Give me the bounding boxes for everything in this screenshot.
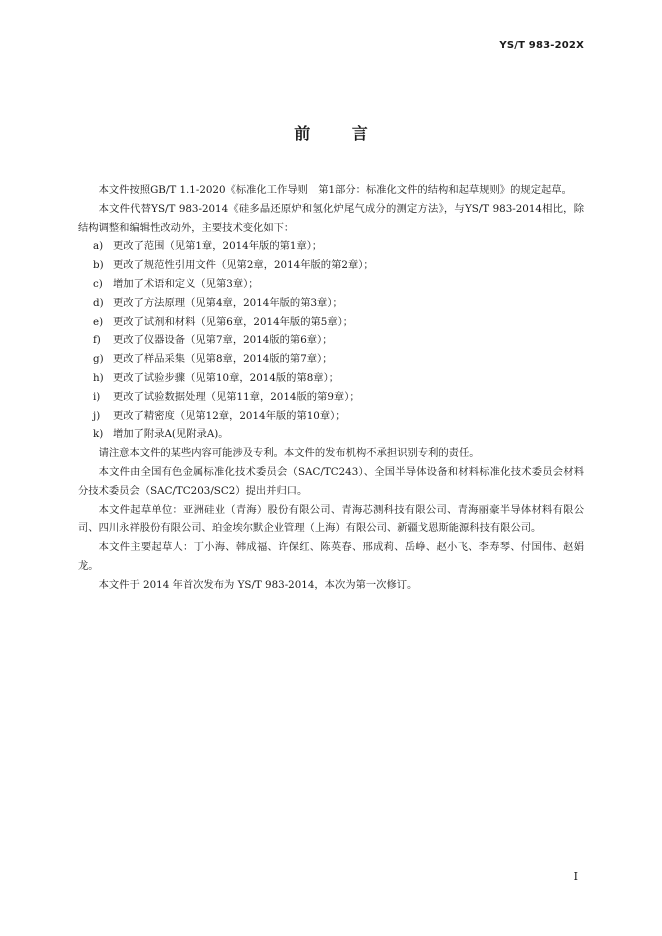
list-item [78, 425, 584, 444]
page-title: 前 言 [294, 124, 386, 143]
list-marker: j) [93, 409, 101, 422]
document-code: YS/T 983-202X [499, 40, 584, 51]
list-item-text: 更改了规范性引用文件（见第2章，2014年版的第2章）； [113, 259, 374, 272]
list-marker: i) [93, 390, 101, 403]
list-item [78, 388, 584, 407]
list-item-text: 更改了精密度（见第12章，2014年版的第10章）； [113, 409, 346, 422]
list-marker: d) [93, 296, 104, 309]
list-item-text: 更改了试验步骤（见第10章，2014版的第8章）； [113, 371, 340, 384]
paragraph-drafters: 本文件主要起草人：丁小海、韩成福、许保红、陈英春、邢成莉、岳峥、赵小飞、李寿琴、付国伟、赵娟龙。 [78, 541, 584, 572]
paragraph-history: 本文件于 2014 年首次发布为 YS/T 983-2014，本次为第一次修订。 [98, 578, 418, 591]
list-item [78, 275, 584, 294]
list-item-text: 增加了附录A(见附录A)。 [113, 428, 229, 441]
list-marker: b) [93, 259, 104, 272]
list-item [78, 369, 584, 388]
paragraph-drafting-basis: 本文件按照GB/T 1.1-2020《标准化工作导则 第1部分：标准化文件的结构和起草规则》的规定起草。 [98, 184, 572, 196]
list-marker: g) [93, 353, 104, 366]
document-body [78, 181, 584, 595]
list-item-text: 更改了样品采集（见第8章，2014版的第7章）； [113, 353, 333, 366]
list-item [78, 294, 584, 313]
paragraph-replacement: 本文件代替YS/T 983-2014《硅多晶还原炉和氢化炉尾气成分的测定方法》，与YS/T 983-2014相比，除结构调整和编辑性改动外，主要技术变化如下： [78, 202, 584, 234]
list-marker: a) [93, 240, 104, 253]
paragraph-patent-notice: 请注意本文件的某些内容可能涉及专利。本文件的发布机构不承担识别专利的责任。 [98, 447, 480, 460]
list-item-text: 更改了试验数据处理（见第11章，2014版的第9章）； [113, 390, 360, 403]
list-item-text: 更改了范围（见第1章，2014年版的第1章）； [113, 240, 323, 253]
list-marker: h) [93, 371, 104, 384]
list-marker: e) [93, 315, 104, 328]
list-marker: c) [93, 277, 103, 290]
page-number: I [573, 870, 578, 883]
list-marker: k) [93, 428, 104, 441]
list-item [78, 237, 584, 256]
changes-list [78, 237, 584, 444]
list-item-text: 更改了试剂和材料（见第6章，2014年版的第5章）； [113, 315, 354, 328]
paragraph-proposer: 本文件由全国有色金属标准化技术委员会（SAC/TC243）、全国半导体设备和材料标准化技术委员会材料分技术委员会（SAC/TC203/SC2）提出并归口。 [78, 465, 584, 497]
list-marker: f) [93, 334, 101, 347]
list-item-text: 增加了术语和定义（见第3章）； [113, 277, 259, 290]
list-item [78, 331, 584, 350]
list-item [78, 407, 584, 426]
list-item-text: 更改了仪器设备（见第7章，2014版的第6章）； [113, 334, 333, 347]
list-item-text: 更改了方法原理（见第4章，2014年版的第3章）； [113, 296, 343, 309]
paragraph-drafting-units: 本文件起草单位：亚洲硅业（青海）股份有限公司、青海芯测科技有限公司、青海丽豪半导体材料有限公司、四川永祥股份有限公司、珀金埃尔默企业管理（上海）有限公司、新疆戈恩斯能源科技有限公司。 [78, 503, 584, 535]
list-item [78, 256, 584, 275]
list-item [78, 313, 584, 332]
list-item [78, 350, 584, 369]
